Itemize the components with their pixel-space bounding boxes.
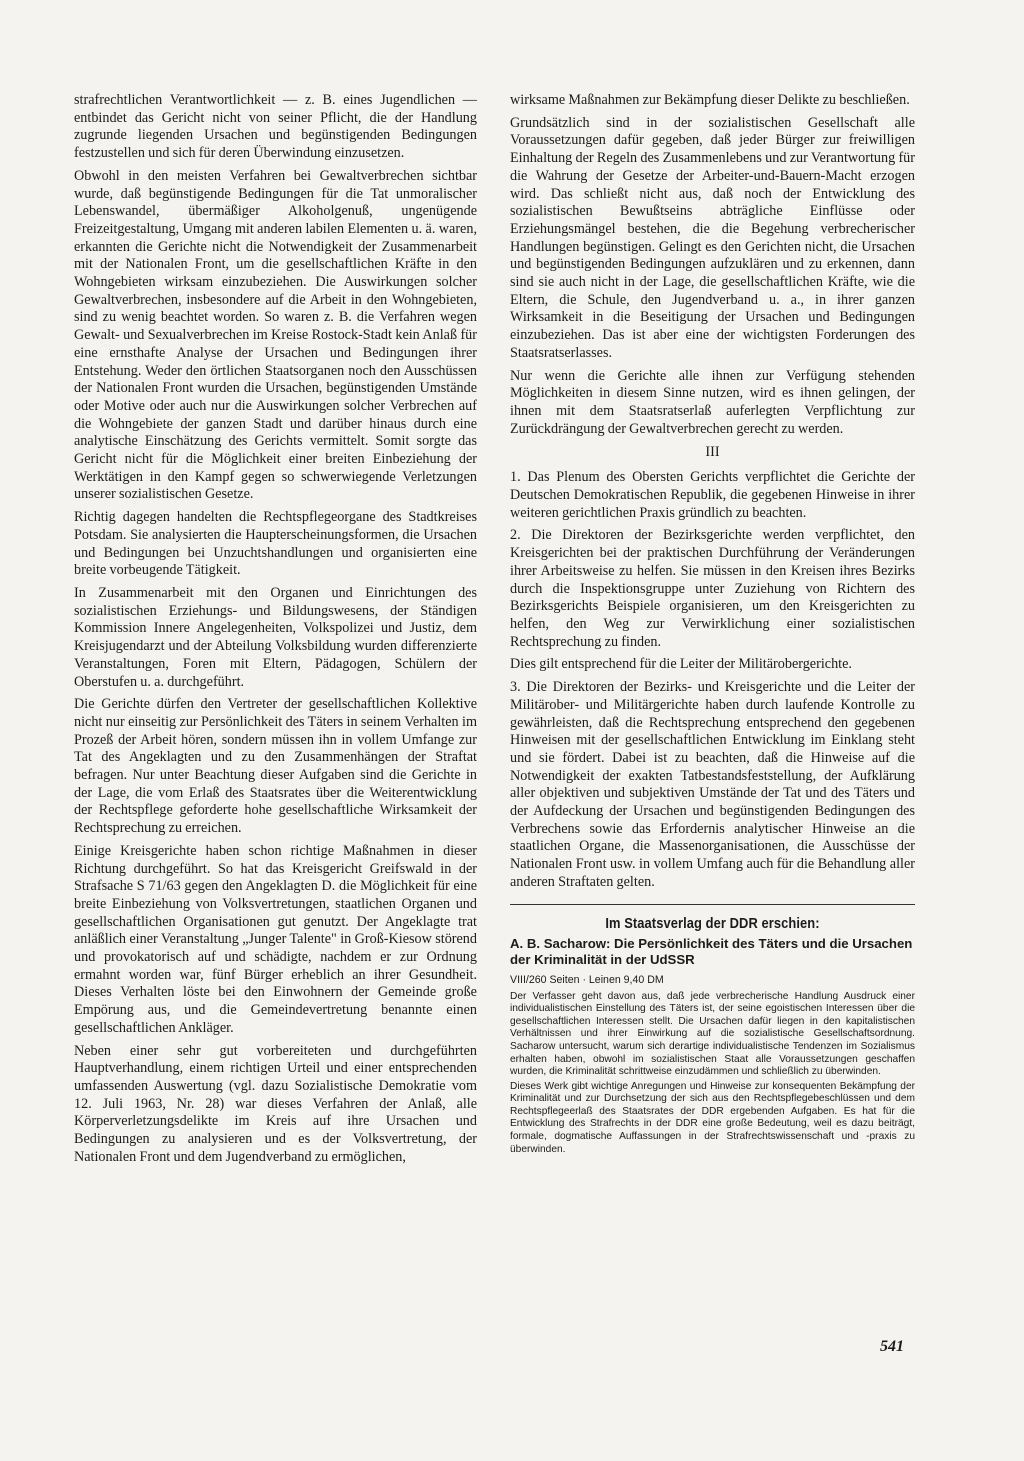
divider (510, 904, 915, 905)
numbered-paragraph: 3. Die Direktoren der Bezirks- und Kreisgerichte und die Leiter der Militärober- und Militärgerichte haben durch laufende Kontrolle zu gewährleisten, daß die Rechtsprechung entsprechend den gegebenen Hinweisen mit der gesellschaftlichen Entwicklung im Einklang steht und sie fördert. Dabei ist zu beachten, daß die Hinweise auf die Notwendigkeit der exakten Tatbestandsfeststellung, der Aufklärung aller objektiven und subjektiven Umstände der Tat und des Täters und der Aufdeckung der Ursachen und begünstigenden Bedingungen des Verbrechens sowie das Erfordernis analytischer Hinweise an die staatlichen Organe, die Massenorganisationen, die Ausschüsse der Nationalen Front usw. in vollem Umfang auch für die Behandlung aller anderen Straftaten gelten. (510, 679, 915, 890)
book-advertisement (510, 915, 915, 1157)
paragraph: Grundsätzlich sind in der sozialistischen Gesellschaft alle Voraussetzungen dafür gegeben, daß jeder Bürger zur freiwilligen Einhaltung der Regeln des Zusammenlebens und zur Verantwortung für die Wahrung der Gesetze der Arbeiter-und-Bauern-Macht erzogen wird. Das schließt nicht aus, daß noch der Entwicklung des sozialistischen Bewußtseins abträgliche Einflüsse oder Erziehungsmängel bestehen, die die Begehung verbrecherischer Handlungen begünstigen. Gelingt es den Gerichten nicht, die Ursachen und begünstigenden Bedingungen aufzuklären und zu erkennen, dann sind sie auch nicht in der Lage, die gesellschaftlichen Kräfte, wie die Eltern, die Schule, den Jugendverband u. a., in ihrer ganzen Wirksamkeit in die Beseitigung der Ursachen und Bedingungen einzubeziehen. Das ist aber eine der wichtigsten Forderungen des Staatsratserlasses. (510, 114, 915, 361)
section-number: III (705, 444, 720, 461)
book-description: Dieses Werk gibt wichtige Anregungen und Hinweise zur konsequenten Bekämpfung der Kriminalität und zur Durchsetzung der sich aus den Rechtspflegebeschlüssen und dem Rechtspflegeerlaß des Staatsrates der DDR ergebenden Aufgaben. Es hat für die Entwicklung des Strafrechts in der DDR eine große Bedeutung, weil es dazu beiträgt, formale, dogmatische Auffassungen in der Strafrechtswissenschaft und -praxis zu überwinden. (510, 1080, 915, 1155)
book-meta: VIII/260 Seiten · Leinen 9,40 DM (510, 973, 664, 986)
paragraph: Neben einer sehr gut vorbereiteten und durchgeführten Hauptverhandlung, einem richtigen Urteil und einer entsprechenden umfassenden Auswertung (vgl. dazu Sozialistische Demokratie vom 12. Juli 1963, Nr. 28) war dieses Verfahren der Anlaß, alle Körperverletzungsdelikte im Kreis auf ihre Ursachen und Bedingungen zu analysieren und es der Volksvertretung, der Nationalen Front und dem Jugendverband zu ermöglichen, (74, 1042, 477, 1165)
paragraph: Nur wenn die Gerichte alle ihnen zur Verfügung stehenden Möglichkeiten in diesem Sinne nutzen, wird es ihnen gelingen, der ihnen mit dem Staatsratserlaß auferlegten Verpflichtung zur Zurückdrängung der Gewaltverbrechen gerecht zu werden. (510, 367, 915, 437)
numbered-paragraph: 2. Die Direktoren der Bezirksgerichte werden verpflichtet, den Kreisgerichten bei der praktischen Durchführung der Veränderungen ihrer Arbeitsweise zu helfen. Sie müssen in den Kreisen ihres Bezirks durch die Inspektionsgruppe unter Zuziehung von Richtern des Bezirksgerichts Beispiele organisieren, um den Kreisgerichten zu helfen, den Weg zur Verwirklichung einer sozialistischen Rechtsprechung zu finden. (510, 527, 915, 650)
advertisement-heading: Im Staatsverlag der DDR erschien: (605, 914, 820, 932)
paragraph: Einige Kreisgerichte haben schon richtige Maßnahmen in dieser Richtung durchgeführt. So hat das Kreisgericht Greifswald in der Strafsache S 71/63 gegen den Angeklagten D. die Möglichkeit für eine breite Einbeziehung von Volksvertretungen, staatlichen Organen und gesellschaftlichen Organisationen gut genutzt. Der Angeklagte trat anläßlich einer Veranstaltung „Junger Talente" in Groß-Kiesow störend und provokatorisch auf und schädigte, nachdem er zur Ordnung ermahnt worden war, fünf Bürger erheblich an ihrer Gesundheit. Dieses Verhalten löste bei den Einwohnern der Gemeinde große Empörung aus, und die Gemeindevertretung benannte einen gesellschaftlichen Ankläger. (74, 842, 477, 1036)
left-column (74, 92, 477, 1171)
right-column (510, 92, 915, 1158)
paragraph: Richtig dagegen handelten die Rechtspflegeorgane des Stadtkreises Potsdam. Sie analysierten die Haupterscheinungsformen, die Ursachen und Bedingungen bei Unzuchtshandlungen und organisierten eine breite vorbeugende Tätigkeit. (74, 509, 477, 579)
paragraph: strafrechtlichen Verantwortlichkeit — z. B. eines Jugendlichen — entbindet das Gericht nicht von seiner Pflicht, die der Handlung zugrunde liegenden Ursachen und begünstigenden Bedingungen festzustellen und sich für deren Überwindung einzusetzen. (74, 92, 477, 162)
paragraph: In Zusammenarbeit mit den Organen und Einrichtungen des sozialistischen Erziehungs- und Bildungswesens, der Ständigen Kommission Innere Angelegenheiten, Volkspolizei und Justiz, dem Kreisjugendarzt und der Abteilung Volksbildung wurden differenzierte Veranstaltungen, Foren mit Eltern, Pädagogen, Schülern der Oberstufen u. a. durchgeführt. (74, 584, 477, 690)
paragraph: Dies gilt entsprechend für die Leiter der Militärobergerichte. (510, 656, 852, 673)
book-title: A. B. Sacharow: Die Persönlichkeit des Täters und die Ursachen der Kriminalität in der UdSSR (510, 935, 913, 968)
book-description: Der Verfasser geht davon aus, daß jede verbrecherische Handlung Ausdruck einer individualistischen Einstellung des Täters ist, der seine egoistischen Interessen über die gesellschaftlichen Interessen stellt. Die Ursachen dafür liegen in den kapitalistischen Verhältnissen und ihrer Einwirkung auf die sozialistische Gesellschaftsordnung. Sacharow untersucht, warum sich derartige individualistische Tendenzen im Sozialismus erhalten haben, obwohl im sozialistischen Staat alle Voraussetzungen geschaffen wurden, die Kriminalität schrittweise einzudämmen und schließlich zu überwinden. (510, 990, 915, 1078)
paragraph: Obwohl in den meisten Verfahren bei Gewaltverbrechen sichtbar wurde, daß begünstigende Bedingungen für die Tat unmoralischer Lebenswandel, übermäßiger Alkoholgenuß, ungenügende Freizeitgestaltung, Umgang mit anderen labilen Elementen u. ä. waren, erkannten die Gerichte nicht die Notwendigkeit der Zusammenarbeit mit der Nationalen Front, um die gesellschaftlichen Kräfte in den Wohngebieten wirksam einzubeziehen. Die Auswirkungen solcher Gewaltverbrechen, insbesondere auf die Arbeit in den Wohngebieten, sind zu wenig beachtet worden. So waren z. B. die Verfahren wegen Gewalt- und Sexualverbrechen im Kreise Rostock-Stadt kein Anlaß für eine ernsthafte Analyse der Ursachen und Bedingungen ihrer Entstehung. Weder den örtlichen Staatsorganen noch den Ausschüssen der Nationalen Front wurden die Ursachen, begünstigenden Umstände oder Motive oder auch nur die Auswirkungen solcher Verbrechen auf die Wohngebiete der ganzen Stadt und darüber hinaus durch eine analytische Einschätzung des Gerichts vermittelt. Somit sorgte das Gericht nicht für die Möglichkeit einer breiten Einbeziehung der Werktätigen in den Kampf gegen so schwerwiegende Verletzungen unserer sozialistischen Gesetze. (74, 167, 477, 503)
page-number: 541 (880, 1338, 904, 1355)
paragraph: wirksame Maßnahmen zur Bekämpfung dieser Delikte zu beschließen. (510, 92, 910, 108)
numbered-paragraph: 1. Das Plenum des Obersten Gerichts verpflichtet die Gerichte der Deutschen Demokratischen Republik, die gegebenen Hinweise in ihrer weiteren gerichtlichen Praxis gründlich zu beachten. (510, 469, 915, 521)
paragraph: Die Gerichte dürfen den Vertreter der gesellschaftlichen Kollektive nicht nur einseitig zur Persönlichkeit des Täters in seinem Verhalten im Prozeß der Arbeit hören, sondern müssen ihn in vollem Umfange zur Tat des Angeklagten und zu den Zusammenhängen der Straftat befragen. Nur unter Beachtung dieser Aufgaben sind die Gerichte in der Lage, die vom Erlaß des Staatsrates über die Weiterentwicklung der Rechtspflege geforderte hohe gesellschaftliche Wirksamkeit der Rechtsprechung zu erreichen. (74, 696, 477, 837)
